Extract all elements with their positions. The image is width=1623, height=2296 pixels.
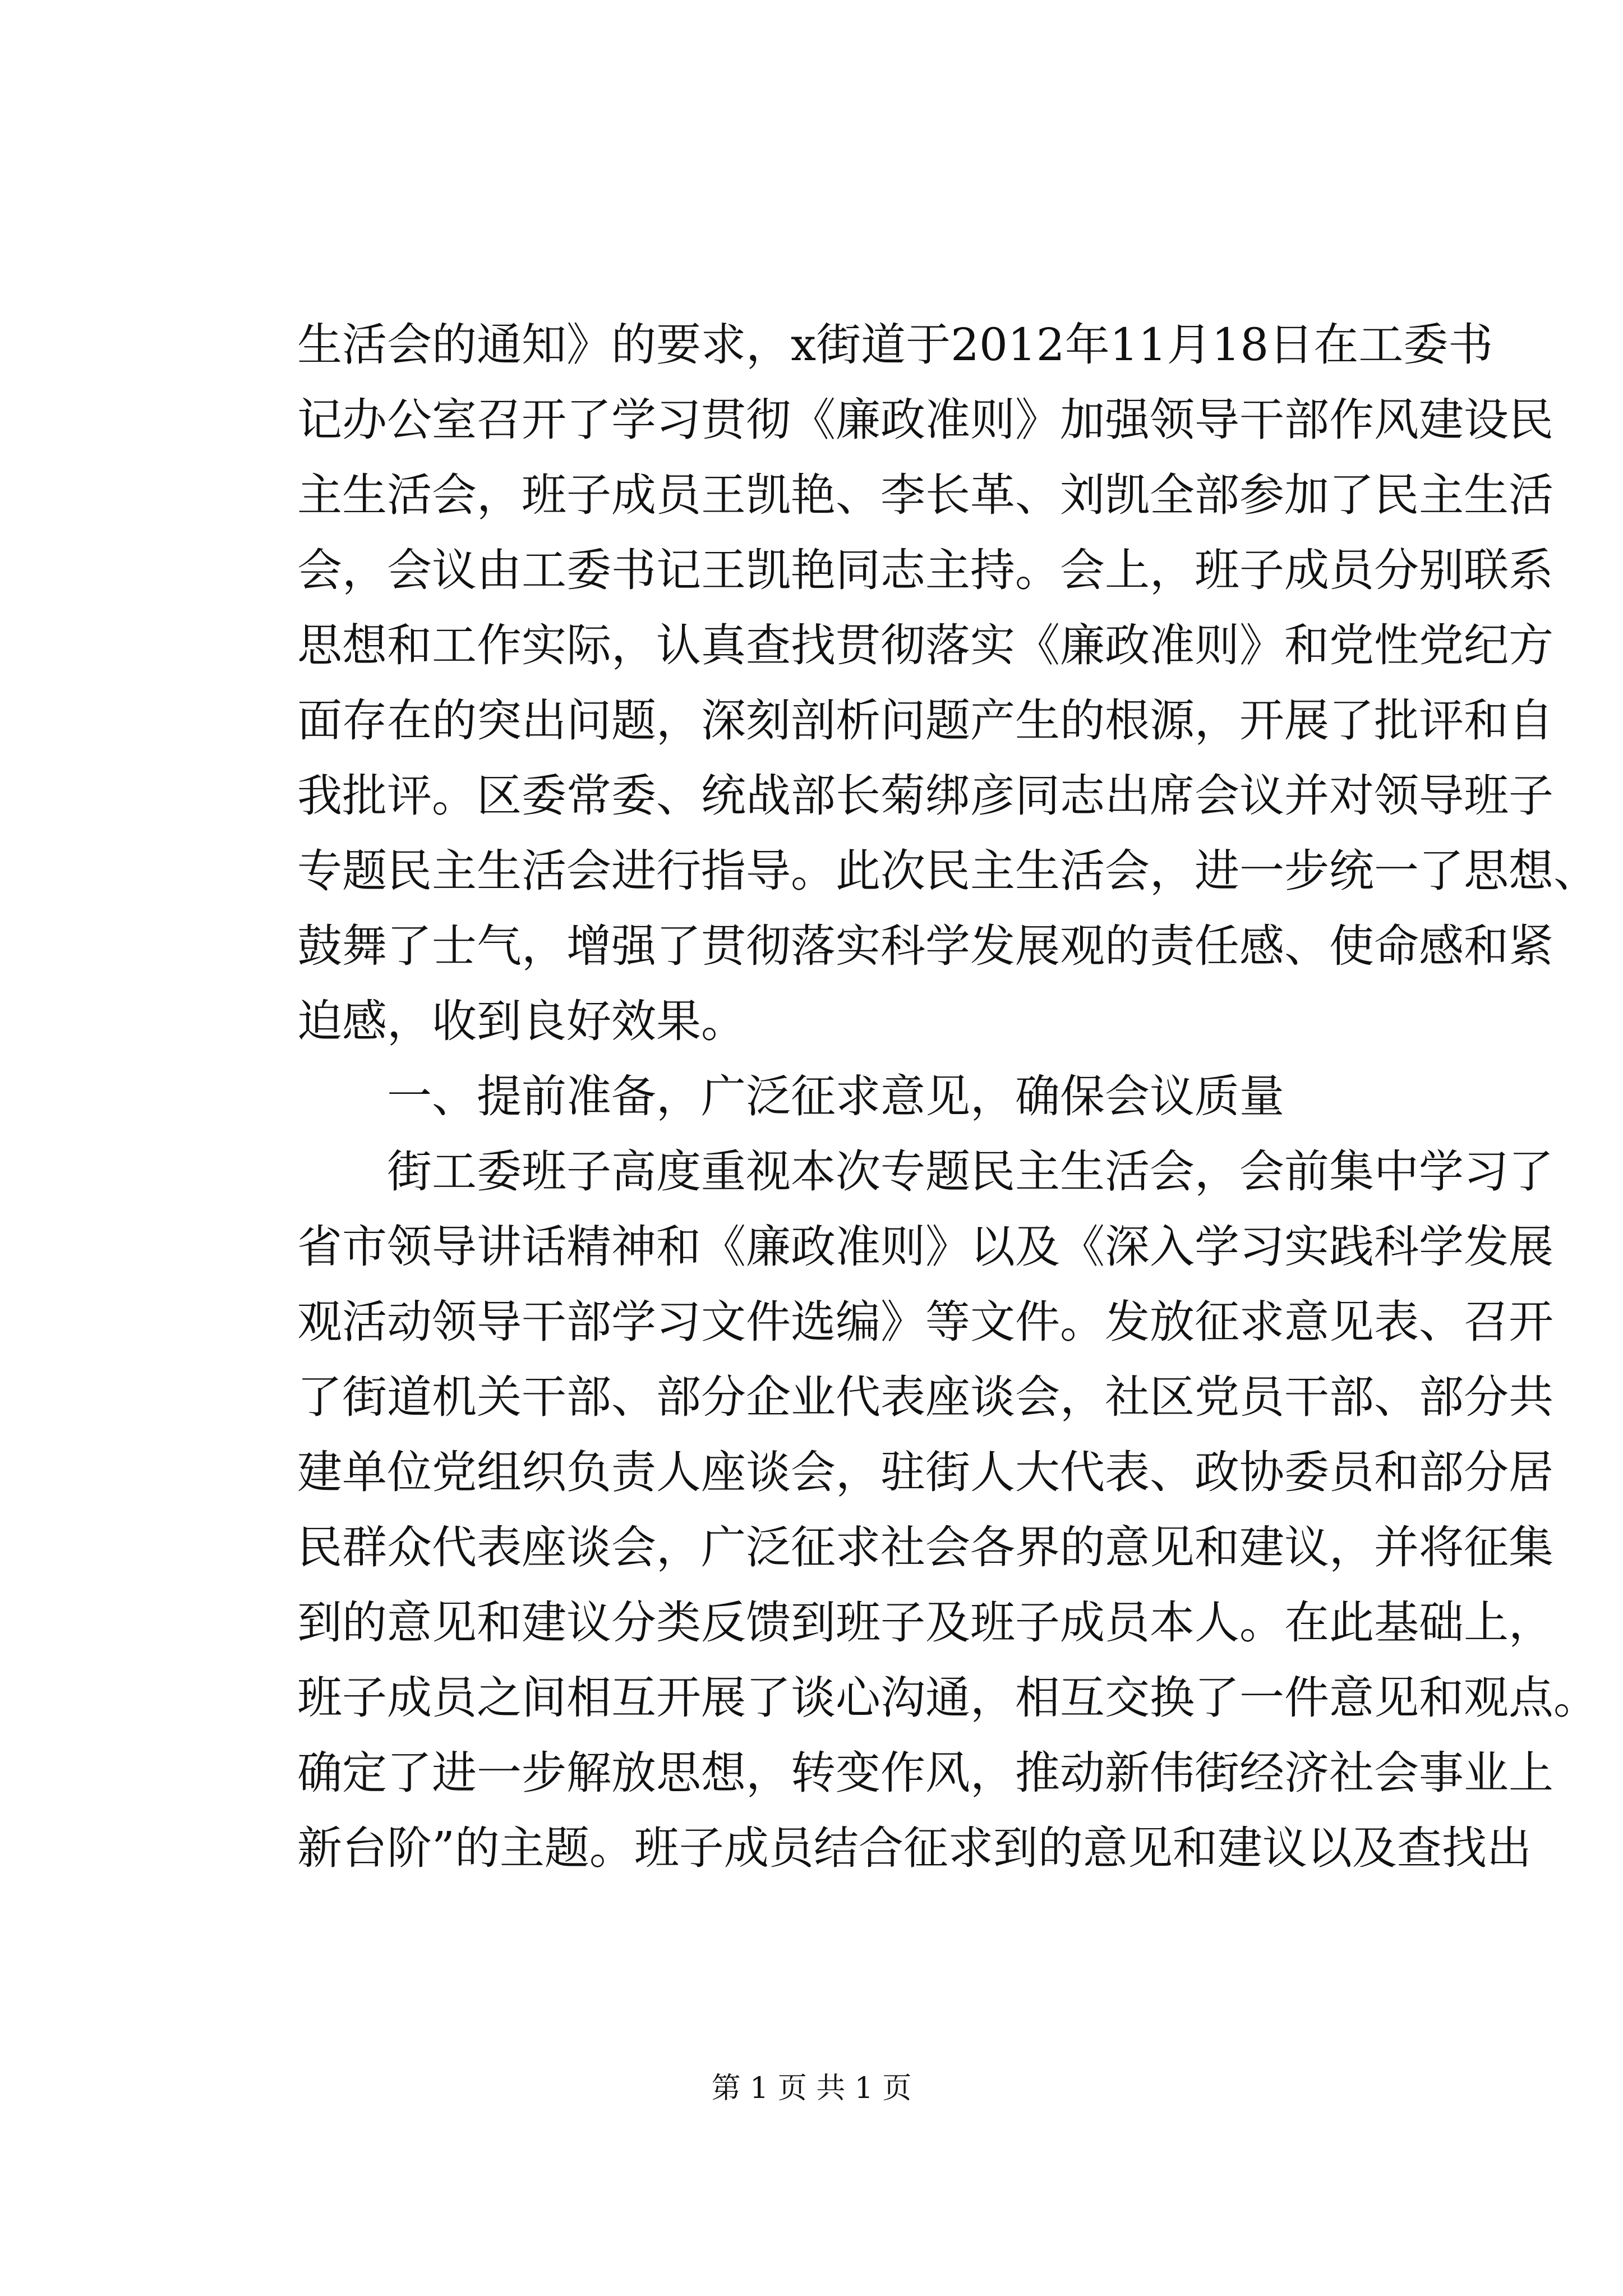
text-line: 省市领导讲话精神和《廉政准则》以及《深入学习实践科学发展 [297, 1221, 1553, 1273]
text-line: 民群众代表座谈会，广泛征求社会各界的意见和建议，并将征集 [297, 1521, 1553, 1573]
text-line: 新台阶”的主题。班子成员结合征求到的意见和建议以及查找出 [297, 1822, 1532, 1874]
text-line: 确定了进一步解放思想，转变作风，推动新伟街经济社会事业上 [297, 1747, 1553, 1799]
text-line: 建单位党组织负责人座谈会，驻街人大代表、政协委员和部分居 [297, 1446, 1553, 1498]
text-line: 面存在的突出问题，深刻剖析问题产生的根源，开展了批评和自 [297, 694, 1553, 747]
text-line: 主生活会，班子成员王凯艳、李长革、刘凯全部参加了民主生活 [297, 469, 1553, 521]
text-line: 记办公室召开了学习贯彻《廉政准则》加强领导干部作风建设民 [297, 394, 1553, 446]
text-line: 我批评。区委常委、统战部长菊绑彦同志出席会议并对领导班子 [297, 770, 1553, 822]
text-line: 班子成员之间相互开展了谈心沟通，相互交换了一件意见和观点。 [297, 1672, 1598, 1724]
text-line: 了街道机关干部、部分企业代表座谈会，社区党员干部、部分共 [297, 1371, 1553, 1423]
text-line: 会，会议由工委书记王凯艳同志主持。会上，班子成员分别联系 [297, 544, 1553, 596]
page-number-label: 第 1 页 共 1 页 [711, 2072, 912, 2105]
text-line: 到的意见和建议分类反馈到班子及班子成员本人。在此基础上， [297, 1596, 1553, 1649]
text-line: 迫感，收到良好效果。 [297, 995, 746, 1047]
page-footer [0, 2064, 1623, 2106]
document-body [297, 307, 1598, 1886]
text-line: 专题民主生活会进行指导。此次民主生活会，进一步统一了思想、 [297, 845, 1598, 897]
text-line: 思想和工作实际，认真查找贯彻落实《廉政准则》和党性党纪方 [297, 619, 1553, 671]
section-heading: 一、提前准备，广泛征求意见，确保会议质量 [387, 1070, 1284, 1122]
text-line: 观活动领导干部学习文件选编》等文件。发放征求意见表、召开 [297, 1296, 1553, 1348]
text-line: 生活会的通知》的要求，x街道于2012年11月18日在工委书 [297, 319, 1493, 371]
text-line: 街工委班子高度重视本次专题民主生活会，会前集中学习了 [387, 1145, 1553, 1198]
text-line: 鼓舞了士气，增强了贯彻落实科学发展观的责任感、使命感和紧 [297, 920, 1553, 972]
